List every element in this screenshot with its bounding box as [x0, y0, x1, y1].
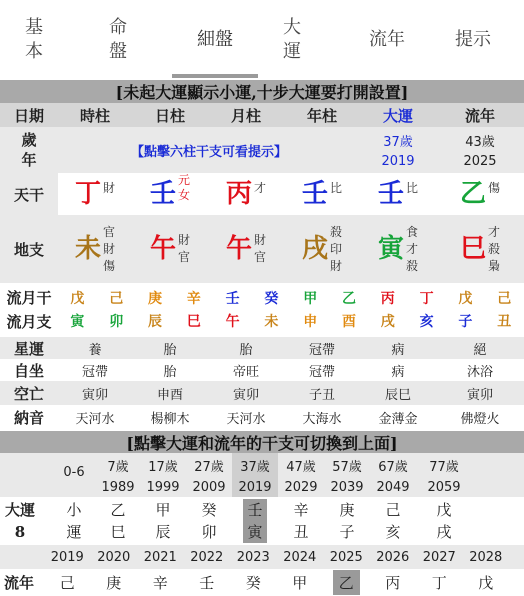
liunian-gan-char: 壬 [199, 574, 215, 592]
star-luck-value: 病 [391, 342, 405, 358]
dayun-step-header[interactable] [278, 453, 324, 497]
tab-liunian[interactable] [350, 0, 424, 80]
nayin-value: 佛燈火 [460, 411, 500, 427]
tab-dayun[interactable] [272, 0, 312, 80]
dayun-age-row [0, 453, 524, 497]
liunian-gan-item[interactable] [137, 569, 184, 596]
liuyue_gan-item[interactable]: 己 [109, 290, 124, 307]
dayun-step-year: 1989 [101, 479, 135, 495]
dayun-label-cell [0, 497, 40, 545]
liunian-year-item[interactable]: 2028 [469, 549, 503, 565]
star-luck-value: 冠帶 [308, 342, 335, 358]
tiangan-cell-1[interactable] [132, 173, 208, 215]
dizhi-canggan [488, 224, 500, 275]
dizhi-canggan-2: 印 [330, 241, 343, 256]
dayun-label: 大運 [4, 501, 35, 519]
dayun-step-header[interactable] [140, 453, 186, 497]
liunian-gan-char: 丁 [431, 574, 447, 592]
dayun-step-age: 0-6 [63, 465, 85, 480]
dayun-step-age: 57歲 [332, 459, 362, 475]
header-liunian: 流年 [464, 106, 495, 125]
tab-chart[interactable] [98, 0, 138, 80]
dizhi-canggan [103, 224, 115, 275]
void-value: 辰巳 [384, 387, 411, 403]
dizhi-canggan-1: 食 [406, 224, 419, 239]
tiangan-shishen-1: 才 [254, 180, 267, 195]
void-value: 寅卯 [81, 387, 108, 403]
dayun-step-age: 7歲 [107, 459, 129, 475]
dizhi-cell-2[interactable] [208, 215, 284, 283]
dayun-step-year: 2019 [238, 479, 272, 495]
tiangan-cell-4[interactable] [360, 173, 436, 215]
star-luck-value: 養 [88, 342, 102, 358]
dayun-step-gan: 壬 [243, 499, 266, 521]
dayun-age-cell[interactable] [360, 127, 436, 173]
liuyue_gan-item[interactable]: 丙 [380, 290, 395, 307]
header-year: 年柱 [306, 106, 337, 125]
liunian-age: 43歲 [465, 135, 495, 150]
tiangan-shishen-1: 傷 [488, 180, 501, 195]
liuyue_zhi-item[interactable]: 午 [225, 314, 240, 330]
liunian-year-item[interactable]: 2021 [143, 549, 177, 565]
dayun-step-zhi: 子 [339, 523, 355, 541]
header-date: 日期 [13, 106, 44, 125]
self-seat-value: 帝旺 [232, 364, 259, 380]
self-seat-label: 自坐 [13, 361, 44, 380]
dayun-step-zhi: 巳 [110, 523, 126, 541]
dizhi-canggan-2: 官 [254, 250, 267, 264]
self-seat-value: 沐浴 [466, 364, 493, 380]
dayun-year: 2019 [381, 154, 415, 169]
liuyue_zhi-item[interactable]: 子 [458, 314, 473, 330]
dayun-step-year: 2059 [427, 479, 461, 495]
liunian-gan-item[interactable] [370, 569, 417, 596]
dayun-step-year: 2049 [376, 479, 410, 495]
tiangan-char: 丙 [225, 179, 252, 209]
dizhi-char: 戌 [301, 234, 328, 264]
tab-bar [0, 0, 524, 80]
dizhi-row [0, 215, 524, 283]
tiangan-shishen [103, 181, 115, 196]
dizhi-canggan [254, 232, 266, 266]
active-tab-indicator [172, 74, 258, 78]
dayun-step-zhi: 卯 [201, 523, 217, 541]
dayun-step-gan: 小 [66, 501, 82, 519]
liuyue_gan-item[interactable]: 癸 [264, 290, 279, 307]
dayun-step-age: 77歲 [429, 459, 459, 475]
liuyue-zhi-row [0, 309, 524, 333]
void-value: 寅卯 [466, 387, 493, 403]
dayun-step-pillar[interactable] [140, 497, 186, 545]
liunian-gan-char: 乙 [333, 570, 360, 595]
liuyue_gan-item[interactable]: 戊 [70, 290, 85, 307]
tab-detail[interactable] [172, 0, 258, 80]
liuyue_zhi-item[interactable]: 酉 [341, 314, 356, 330]
star-luck-value: 胎 [163, 342, 177, 358]
nayin-value: 金薄金 [378, 411, 418, 427]
liuyue_zhi-item[interactable]: 申 [303, 314, 318, 330]
liuyue_gan-item[interactable]: 辛 [186, 290, 201, 307]
dayun-settings-banner[interactable]: [未起大運顯示小運,十步大運要打開設置] [0, 80, 524, 103]
dizhi-canggan-2: 官 [178, 250, 191, 264]
liunian-gan-char: 癸 [245, 574, 261, 592]
tiangan-shishen [178, 173, 190, 203]
tiangan-shishen [406, 181, 418, 196]
tab-liunian-label: 流年 [369, 29, 405, 50]
dizhi-label: 地支 [13, 240, 44, 259]
liunian-gan-item[interactable] [91, 569, 138, 596]
tab-hint-label: 提示 [455, 29, 491, 50]
dayun-step-year: 1999 [146, 479, 180, 495]
tiangan-cell-0[interactable] [58, 173, 132, 215]
tab-dayun-label: 大 運 [283, 17, 301, 62]
liunian-gan-char: 庚 [106, 574, 122, 592]
tiangan-char: 壬 [301, 179, 328, 209]
dayun-step-pillar[interactable] [232, 497, 278, 545]
tiangan-shishen-1: 比 [406, 180, 419, 195]
void-value: 申酉 [156, 387, 183, 403]
dizhi-canggan-3: 傷 [103, 258, 116, 273]
dayun-step-header[interactable] [370, 453, 416, 497]
star-luck-row [0, 337, 524, 359]
dayun-step-header[interactable] [232, 453, 278, 497]
dayun-step-pillar[interactable] [96, 497, 140, 545]
self-seat-value: 病 [391, 364, 405, 380]
liunian-year-row [0, 545, 524, 569]
liuyue-gan-label: 流月干 [6, 289, 52, 307]
dayun-step-zhi: 運 [66, 523, 82, 541]
void-row [0, 381, 524, 405]
dayun-step-header[interactable] [186, 453, 232, 497]
dizhi-cell-3[interactable] [284, 215, 360, 283]
liunian-gan-char: 丙 [385, 574, 401, 592]
dayun-step-header[interactable] [52, 453, 96, 497]
dayun-step-pillar[interactable] [186, 497, 232, 545]
self-seat-value: 胎 [163, 364, 177, 380]
tab-basic[interactable] [14, 0, 54, 80]
nayin-value: 大海水 [302, 411, 342, 427]
tiangan-char: 壬 [377, 179, 404, 209]
tiangan-shishen [254, 181, 266, 196]
age-label: 歲 年 [21, 131, 37, 169]
dayun-step-gan: 乙 [110, 501, 126, 519]
tiangan-label: 天干 [0, 173, 58, 215]
self-seat-row [0, 359, 524, 381]
liunian-label: 流年 [3, 574, 34, 592]
dayun-step-year: 2039 [330, 479, 364, 495]
dayun-step-zhi: 亥 [385, 523, 401, 541]
dayun-step-pillar[interactable] [370, 497, 416, 545]
liunian-gan-char: 己 [59, 574, 75, 592]
dayun-step-pillar[interactable] [52, 497, 96, 545]
liuyue_gan-item[interactable]: 甲 [303, 290, 318, 307]
dayun-step-gan: 戊 [436, 501, 452, 519]
dizhi-canggan-2: 財 [103, 241, 116, 256]
liunian-gan-item[interactable] [230, 569, 277, 596]
tiangan-shishen [488, 181, 500, 196]
dayun-step-header[interactable] [324, 453, 370, 497]
liuyue-zhi-label: 流月支 [6, 312, 52, 331]
liuyue_zhi-item[interactable]: 亥 [419, 314, 434, 330]
liunian-gan-item[interactable] [44, 569, 91, 596]
dizhi-char: 午 [149, 234, 176, 264]
dizhi-canggan-1: 殺 [330, 224, 343, 239]
dayun-step-zhi: 戌 [436, 523, 452, 541]
dizhi-canggan-3: 梟 [488, 258, 501, 273]
dizhi-canggan-1: 才 [488, 224, 501, 239]
dizhi-canggan [406, 224, 418, 275]
tiangan-char: 丁 [74, 179, 101, 209]
dizhi-char: 未 [74, 234, 101, 264]
liuyue_zhi-item[interactable]: 卯 [109, 314, 124, 330]
liunian-gan-item[interactable] [416, 569, 463, 596]
dizhi-cell-4[interactable] [360, 215, 436, 283]
dayun-number: 8 [14, 523, 26, 541]
tiangan-char: 乙 [459, 179, 486, 209]
void-value: 寅卯 [232, 387, 259, 403]
void-value: 子丑 [308, 387, 335, 403]
tiangan-cell-5[interactable] [436, 173, 524, 215]
dayun-step-age: 47歲 [286, 459, 316, 475]
tiangan-cell-2[interactable] [208, 173, 284, 215]
tab-basic-label: 基 本 [25, 17, 43, 62]
dayun-step-header[interactable] [416, 453, 472, 497]
dizhi-canggan-3: 殺 [406, 258, 419, 273]
liuyue_zhi-item[interactable]: 未 [264, 314, 279, 330]
liuyue_gan-item[interactable]: 己 [497, 290, 512, 307]
liunian-gan-item[interactable] [323, 569, 370, 596]
dayun-step-zhi: 辰 [155, 523, 171, 541]
star-luck-value: 絕 [473, 342, 487, 358]
tab-chart-label: 命 盤 [109, 17, 127, 62]
dayun-step-pillar[interactable] [416, 497, 472, 545]
dizhi-canggan [330, 224, 342, 275]
tiangan-cell-3[interactable] [284, 173, 360, 215]
dayun-step-age: 67歲 [378, 459, 408, 475]
tiangan-shishen-2: 女 [178, 188, 191, 202]
tiangan-shishen-1: 財 [103, 180, 116, 195]
tiangan-shishen [330, 181, 342, 196]
liuyue_gan-item[interactable]: 丁 [419, 290, 434, 307]
liunian-gan-item[interactable] [463, 569, 510, 596]
liuyue_zhi-item[interactable]: 辰 [147, 314, 162, 330]
dayun-step-pillar[interactable] [324, 497, 370, 545]
dayun-step-zhi: 丑 [293, 523, 309, 541]
dizhi-canggan-2: 殺 [488, 241, 501, 256]
dizhi-canggan-1: 官 [103, 224, 116, 239]
nayin-value: 天河水 [75, 411, 115, 427]
dayun-step-year: 2009 [192, 479, 226, 495]
dayun-step-age: 17歲 [148, 459, 178, 475]
liunian-year-item[interactable]: 2026 [376, 549, 410, 565]
void-label: 空亡 [13, 384, 44, 403]
dayun-step-gan: 己 [385, 501, 401, 519]
star-luck-value: 胎 [239, 342, 253, 358]
dizhi-char: 巳 [459, 234, 486, 264]
liuyue_zhi-item[interactable]: 寅 [70, 314, 85, 330]
header-dayun: 大運 [382, 106, 413, 125]
dayun-step-gan: 辛 [293, 501, 309, 519]
liunian-year-item[interactable]: 2025 [329, 549, 363, 565]
pillar-hint-text: 【點擊六柱干支可看提示】 [130, 144, 287, 160]
dayun-step-gan: 庚 [339, 501, 355, 519]
dayun-step-header[interactable] [96, 453, 140, 497]
nayin-value: 楊柳木 [150, 411, 190, 427]
liunian-gan-item[interactable] [277, 569, 324, 596]
nayin-row [0, 405, 524, 429]
dizhi-canggan-1: 財 [254, 233, 267, 247]
age-row [0, 127, 524, 173]
liunian-gan-char: 戊 [478, 574, 494, 592]
dayun-pillar-row [0, 497, 524, 545]
dizhi-canggan-3: 財 [330, 258, 343, 273]
liunian-year-item[interactable]: 2027 [422, 549, 456, 565]
dayun-liunian-switch-banner: [點擊大運和流年的干支可切換到上面] [0, 431, 524, 453]
liunian-age-cell[interactable] [436, 127, 524, 173]
liunian-gan-char: 辛 [152, 574, 168, 592]
dayun-age: 37歲 [383, 135, 413, 150]
liunian-year-item[interactable]: 2019 [50, 549, 84, 565]
liuyue_gan-item[interactable]: 庚 [147, 290, 162, 307]
dizhi-cell-0[interactable] [58, 215, 132, 283]
dizhi-cell-1[interactable] [132, 215, 208, 283]
liuyue_gan-item[interactable]: 戊 [458, 290, 473, 307]
dizhi-char: 寅 [377, 234, 404, 264]
dayun-step-age: 27歲 [194, 459, 224, 475]
liunian-year: 2025 [463, 154, 497, 169]
liuyue-gan-row [0, 286, 524, 309]
pillar-header-row [0, 103, 524, 127]
tiangan-shishen-1: 比 [330, 180, 343, 195]
tab-hint[interactable] [436, 0, 510, 80]
liunian-gan-item[interactable] [184, 569, 231, 596]
liunian-year-item[interactable]: 2022 [190, 549, 224, 565]
star-luck-label: 星運 [13, 339, 44, 358]
nayin-value: 天河水 [226, 411, 266, 427]
dayun-step-pillar[interactable] [278, 497, 324, 545]
dayun-step-age: 37歲 [240, 459, 270, 475]
dizhi-canggan [178, 232, 190, 266]
tab-detail-label: 細盤 [197, 29, 233, 50]
self-seat-value: 冠帶 [308, 364, 335, 380]
tiangan-char: 壬 [149, 179, 176, 209]
dizhi-canggan-2: 才 [406, 241, 419, 256]
liunian-gan-char: 甲 [292, 574, 308, 592]
liuyue_zhi-item[interactable]: 巳 [186, 314, 201, 330]
dizhi-canggan-1: 財 [178, 233, 191, 247]
dayun-step-year: 2029 [284, 479, 318, 495]
liuyue_zhi-item[interactable]: 丑 [497, 314, 512, 330]
dayun-step-gan: 癸 [201, 501, 217, 519]
dayun-step-gan: 甲 [155, 501, 171, 519]
dizhi-char: 午 [225, 234, 252, 264]
liunian-year-item[interactable]: 2024 [283, 549, 317, 565]
liunian-gan-row [0, 569, 524, 596]
dayun-step-zhi: 寅 [243, 521, 266, 543]
self-seat-value: 冠帶 [81, 364, 108, 380]
tiangan-shishen-1: 元 [178, 173, 191, 187]
header-month: 月柱 [230, 106, 261, 125]
header-hour: 時柱 [79, 106, 110, 125]
dizhi-cell-5[interactable] [436, 215, 524, 283]
liunian-year-item[interactable]: 2023 [236, 549, 270, 565]
header-day: 日柱 [154, 106, 185, 125]
tiangan-row [0, 173, 524, 215]
nayin-label: 納音 [13, 408, 44, 427]
liunian-year-item[interactable]: 2020 [97, 549, 131, 565]
liuyue_gan-item[interactable]: 壬 [225, 290, 240, 307]
liuyue_zhi-item[interactable]: 戌 [380, 314, 395, 330]
liuyue_gan-item[interactable]: 乙 [341, 290, 356, 307]
